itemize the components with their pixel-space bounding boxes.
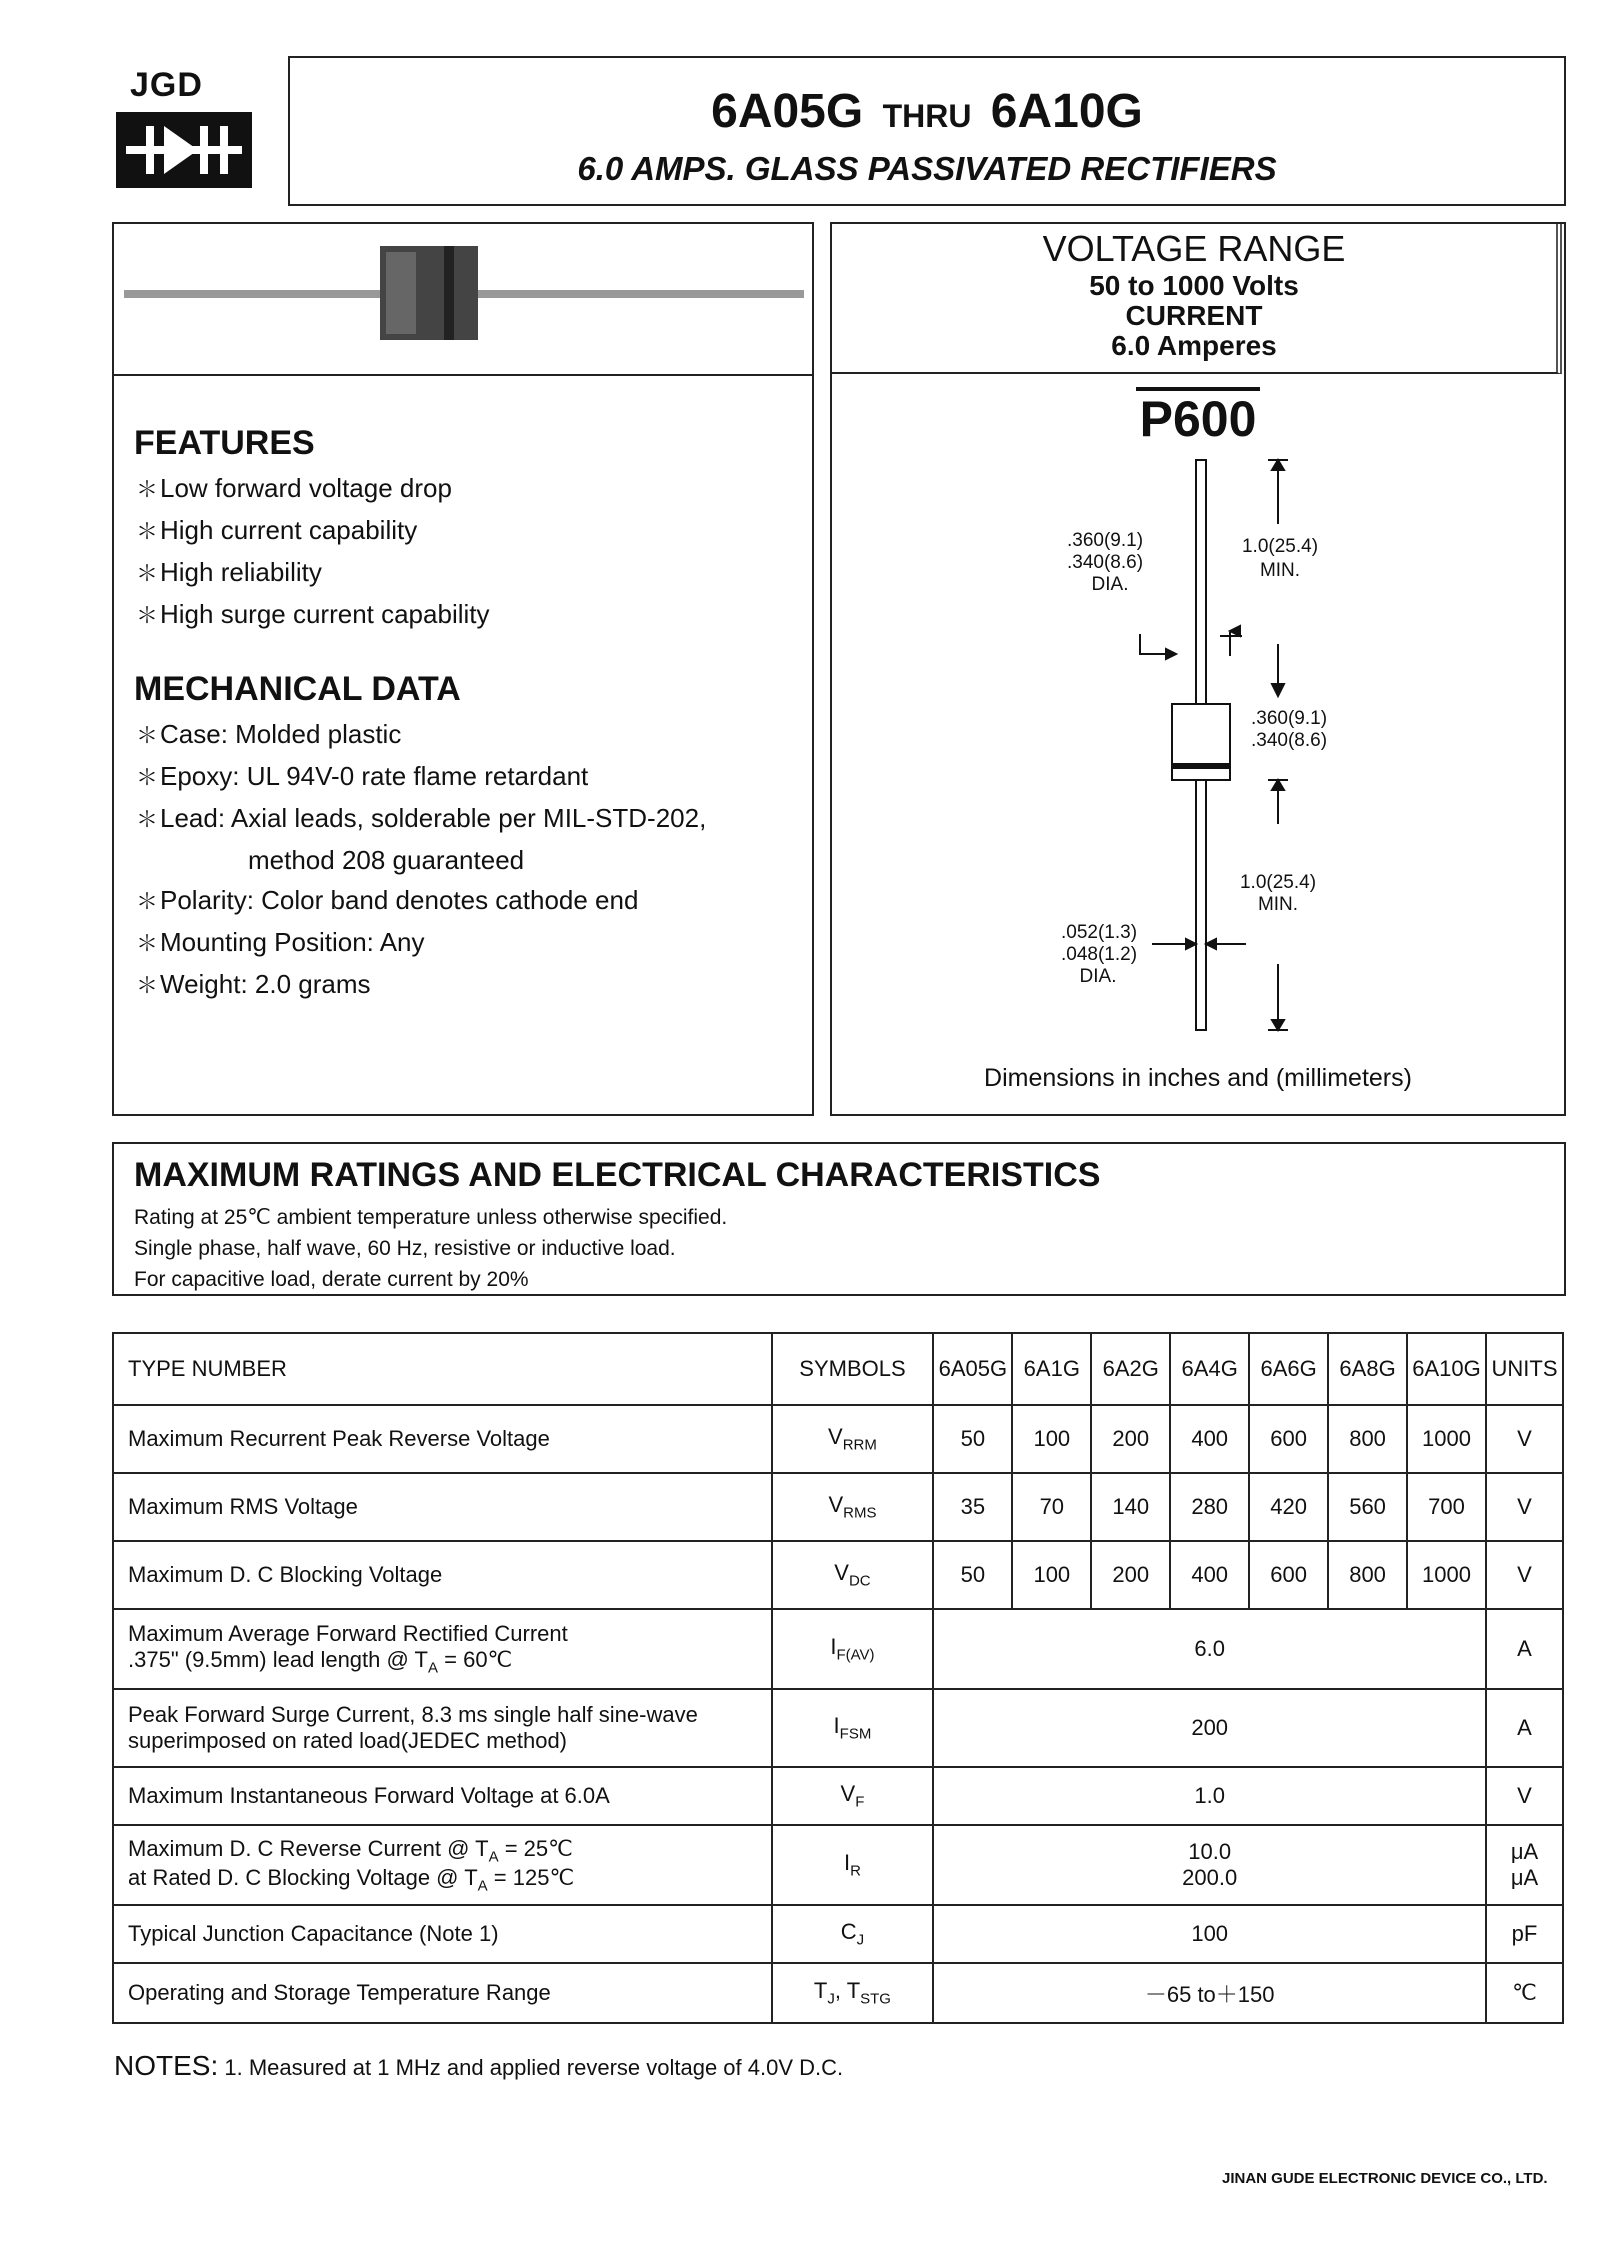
value-cell: 1000 bbox=[1407, 1541, 1486, 1609]
table-row bbox=[113, 1767, 1563, 1825]
value-cell: 560 bbox=[1328, 1473, 1407, 1541]
header-cell: 6A4G bbox=[1170, 1333, 1249, 1405]
voltage-range-value: 50 to 1000 Volts bbox=[1089, 270, 1299, 301]
ratings-box bbox=[112, 1142, 1566, 1296]
lead-len-bottom: 1.0(25.4) bbox=[1239, 872, 1317, 893]
param-cell: Typical Junction Capacitance (Note 1) bbox=[113, 1905, 772, 1963]
table-row bbox=[113, 1825, 1563, 1905]
title-box bbox=[288, 56, 1566, 206]
value-cell: 400 bbox=[1170, 1541, 1249, 1609]
min-label: MIN. bbox=[1259, 560, 1301, 581]
value-cell: 1000 bbox=[1407, 1405, 1486, 1473]
list-item: ＊Lead: Axial leads, solderable per MIL-STD-202, bbox=[136, 803, 707, 833]
notes-text: 1. Measured at 1 MHz and applied reverse voltage of 4.0V D.C. bbox=[224, 2055, 844, 2080]
dia-label-2: DIA. bbox=[1079, 966, 1117, 987]
header-cell: SYMBOLS bbox=[772, 1333, 934, 1405]
page-subtitle: 6.0 AMPS. GLASS PASSIVATED RECTIFIERS bbox=[577, 150, 1277, 187]
param-cell: Operating and Storage Temperature Range bbox=[113, 1963, 772, 2023]
unit-cell: pF bbox=[1486, 1905, 1563, 1963]
header-cell: 6A05G bbox=[933, 1333, 1012, 1405]
value-cell: 280 bbox=[1170, 1473, 1249, 1541]
rating-note: For capacitive load, derate current by 20% bbox=[134, 1268, 529, 1291]
table-header-row bbox=[113, 1333, 1563, 1405]
header-cell: UNITS bbox=[1486, 1333, 1563, 1405]
list-item: ＊Epoxy: UL 94V-0 rate flame retardant bbox=[136, 761, 589, 791]
header-cell: TYPE NUMBER bbox=[113, 1333, 772, 1405]
part-to: 6A10G bbox=[990, 85, 1143, 138]
symbol-cell: $I_{FSM}$ bbox=[772, 1689, 934, 1767]
unit-cell: V bbox=[1486, 1405, 1563, 1473]
value-cell: 200 bbox=[1091, 1405, 1170, 1473]
page-title bbox=[290, 84, 1564, 139]
mechanical-title: MECHANICAL DATA bbox=[134, 670, 461, 708]
company-name: JINAN GUDE ELECTRONIC DEVICE CO., LTD. bbox=[1222, 2170, 1548, 2187]
logo-icon bbox=[116, 112, 252, 188]
mechanical-list bbox=[136, 714, 706, 1006]
value-cell: 70 bbox=[1012, 1473, 1091, 1541]
value-cell: 10.0 200.0 bbox=[933, 1825, 1486, 1905]
list-item: ＊Mounting Position: Any bbox=[136, 927, 425, 957]
value-cell: 700 bbox=[1407, 1473, 1486, 1541]
right-panel bbox=[830, 222, 1566, 1116]
ratings-title: MAXIMUM RATINGS AND ELECTRICAL CHARACTERISTICS bbox=[134, 1156, 1101, 1194]
table-row bbox=[113, 1405, 1563, 1473]
lead-dia-bot: .340(8.6) bbox=[1066, 552, 1144, 573]
value-cell: 800 bbox=[1328, 1541, 1407, 1609]
table-row bbox=[113, 1689, 1563, 1767]
value-cell: 140 bbox=[1091, 1473, 1170, 1541]
unit-cell: A bbox=[1486, 1689, 1563, 1767]
param-cell: Maximum D. C Blocking Voltage bbox=[113, 1541, 772, 1609]
list-item: ＊Low forward voltage drop bbox=[136, 473, 452, 503]
value-cell: －65 to＋150 bbox=[933, 1963, 1486, 2023]
value-cell: 50 bbox=[933, 1541, 1012, 1609]
unit-cell: A bbox=[1486, 1609, 1563, 1689]
value-cell: 400 bbox=[1170, 1405, 1249, 1473]
symbol-cell: $I_R$ bbox=[772, 1825, 934, 1905]
value-cell: 200 bbox=[1091, 1541, 1170, 1609]
voltage-range-title: VOLTAGE RANGE bbox=[1042, 228, 1346, 269]
symbol-cell: $I_{F(AV)}$ bbox=[772, 1609, 934, 1689]
rating-note: Rating at 25℃ ambient temperature unless otherwise specified. bbox=[134, 1206, 728, 1229]
header-cell: 6A8G bbox=[1328, 1333, 1407, 1405]
list-item: ＊High reliability bbox=[136, 557, 322, 587]
package-outline-drawing bbox=[832, 224, 1562, 1104]
value-cell: 800 bbox=[1328, 1405, 1407, 1473]
symbol-cell: $V_{RRM}$ bbox=[772, 1405, 934, 1473]
wire-dia-top: .052(1.3) bbox=[1060, 922, 1138, 943]
current-label: CURRENT bbox=[1125, 300, 1263, 331]
table-row bbox=[113, 1905, 1563, 1963]
symbol-cell: $V_{DC}$ bbox=[772, 1541, 934, 1609]
value-cell: 100 bbox=[1012, 1541, 1091, 1609]
logo-text: JGD bbox=[130, 66, 203, 104]
param-cell: Peak Forward Surge Current, 8.3 ms single half sine-wave superimposed on rated load(JEDEC method) bbox=[113, 1689, 772, 1767]
value-cell: 50 bbox=[933, 1405, 1012, 1473]
param-cell: Maximum RMS Voltage bbox=[113, 1473, 772, 1541]
current-value: 6.0 Amperes bbox=[1111, 330, 1277, 361]
value-cell: 35 bbox=[933, 1473, 1012, 1541]
unit-cell: ℃ bbox=[1486, 1963, 1563, 2023]
diode-image bbox=[114, 224, 812, 376]
header-cell: 6A10G bbox=[1407, 1333, 1486, 1405]
symbol-cell: $C_J$ bbox=[772, 1905, 934, 1963]
features-title: FEATURES bbox=[134, 424, 315, 462]
value-cell: 100 bbox=[933, 1905, 1486, 1963]
thru-label: THRU bbox=[882, 98, 972, 134]
symbol-cell: $V_F$ bbox=[772, 1767, 934, 1825]
list-item: method 208 guaranteed bbox=[248, 845, 525, 875]
table-row bbox=[113, 1541, 1563, 1609]
table-row bbox=[113, 1609, 1563, 1689]
list-item: ＊High surge current capability bbox=[136, 599, 490, 629]
value-cell: 420 bbox=[1249, 1473, 1328, 1541]
dimensions-note: Dimensions in inches and (millimeters) bbox=[984, 1064, 1412, 1092]
unit-cell: μA μA bbox=[1486, 1825, 1563, 1905]
header-cell: 6A2G bbox=[1091, 1333, 1170, 1405]
symbol-cell: $T_J$, $T_{STG}$ bbox=[772, 1963, 934, 2023]
param-cell: Maximum Recurrent Peak Reverse Voltage bbox=[113, 1405, 772, 1473]
dia-label: DIA. bbox=[1091, 574, 1129, 595]
unit-cell: V bbox=[1486, 1541, 1563, 1609]
lead-len-top: 1.0(25.4) bbox=[1241, 536, 1319, 557]
left-panel bbox=[112, 222, 814, 1116]
wire-dia-bot: .048(1.2) bbox=[1060, 944, 1138, 965]
value-cell: 1.0 bbox=[933, 1767, 1486, 1825]
part-from: 6A05G bbox=[711, 85, 864, 138]
value-cell: 200 bbox=[933, 1689, 1486, 1767]
value-cell: 600 bbox=[1249, 1405, 1328, 1473]
rating-note: Single phase, half wave, 60 Hz, resistive or inductive load. bbox=[134, 1237, 676, 1260]
value-cell: 600 bbox=[1249, 1541, 1328, 1609]
table-row bbox=[113, 1473, 1563, 1541]
header-cell: 6A1G bbox=[1012, 1333, 1091, 1405]
param-cell: Maximum Average Forward Rectified Current .375" (9.5mm) lead length @ $T_A$ = 60℃ bbox=[113, 1609, 772, 1689]
notes bbox=[114, 2050, 843, 2082]
unit-cell: V bbox=[1486, 1473, 1563, 1541]
ratings-notes bbox=[134, 1202, 727, 1295]
param-cell: Maximum Instantaneous Forward Voltage at 6.0A bbox=[113, 1767, 772, 1825]
value-cell: 100 bbox=[1012, 1405, 1091, 1473]
features-list bbox=[136, 468, 490, 636]
list-item: ＊Case: Molded plastic bbox=[136, 719, 402, 749]
unit-cell: V bbox=[1486, 1767, 1563, 1825]
body-dia-top: .360(9.1) bbox=[1250, 708, 1328, 729]
spec-table bbox=[112, 1332, 1564, 2024]
list-item: ＊Weight: 2.0 grams bbox=[136, 969, 371, 999]
symbol-cell: $V_{RMS}$ bbox=[772, 1473, 934, 1541]
header-cell: 6A6G bbox=[1249, 1333, 1328, 1405]
list-item: ＊High current capability bbox=[136, 515, 418, 545]
list-item: ＊Polarity: Color band denotes cathode end bbox=[136, 885, 639, 915]
notes-label: NOTES: bbox=[114, 2050, 219, 2081]
param-cell: Maximum D. C Reverse Current @ $T_A$ = 25℃ at Rated D. C Blocking Voltage @ $T_A$ = 125℃ bbox=[113, 1825, 772, 1905]
min-label-2: MIN. bbox=[1257, 894, 1299, 915]
table-row bbox=[113, 1963, 1563, 2023]
body-dia-bot: .340(8.6) bbox=[1250, 730, 1328, 751]
lead-dia-top: .360(9.1) bbox=[1066, 530, 1144, 551]
package-name: P600 bbox=[832, 390, 1564, 448]
value-cell: 6.0 bbox=[933, 1609, 1486, 1689]
